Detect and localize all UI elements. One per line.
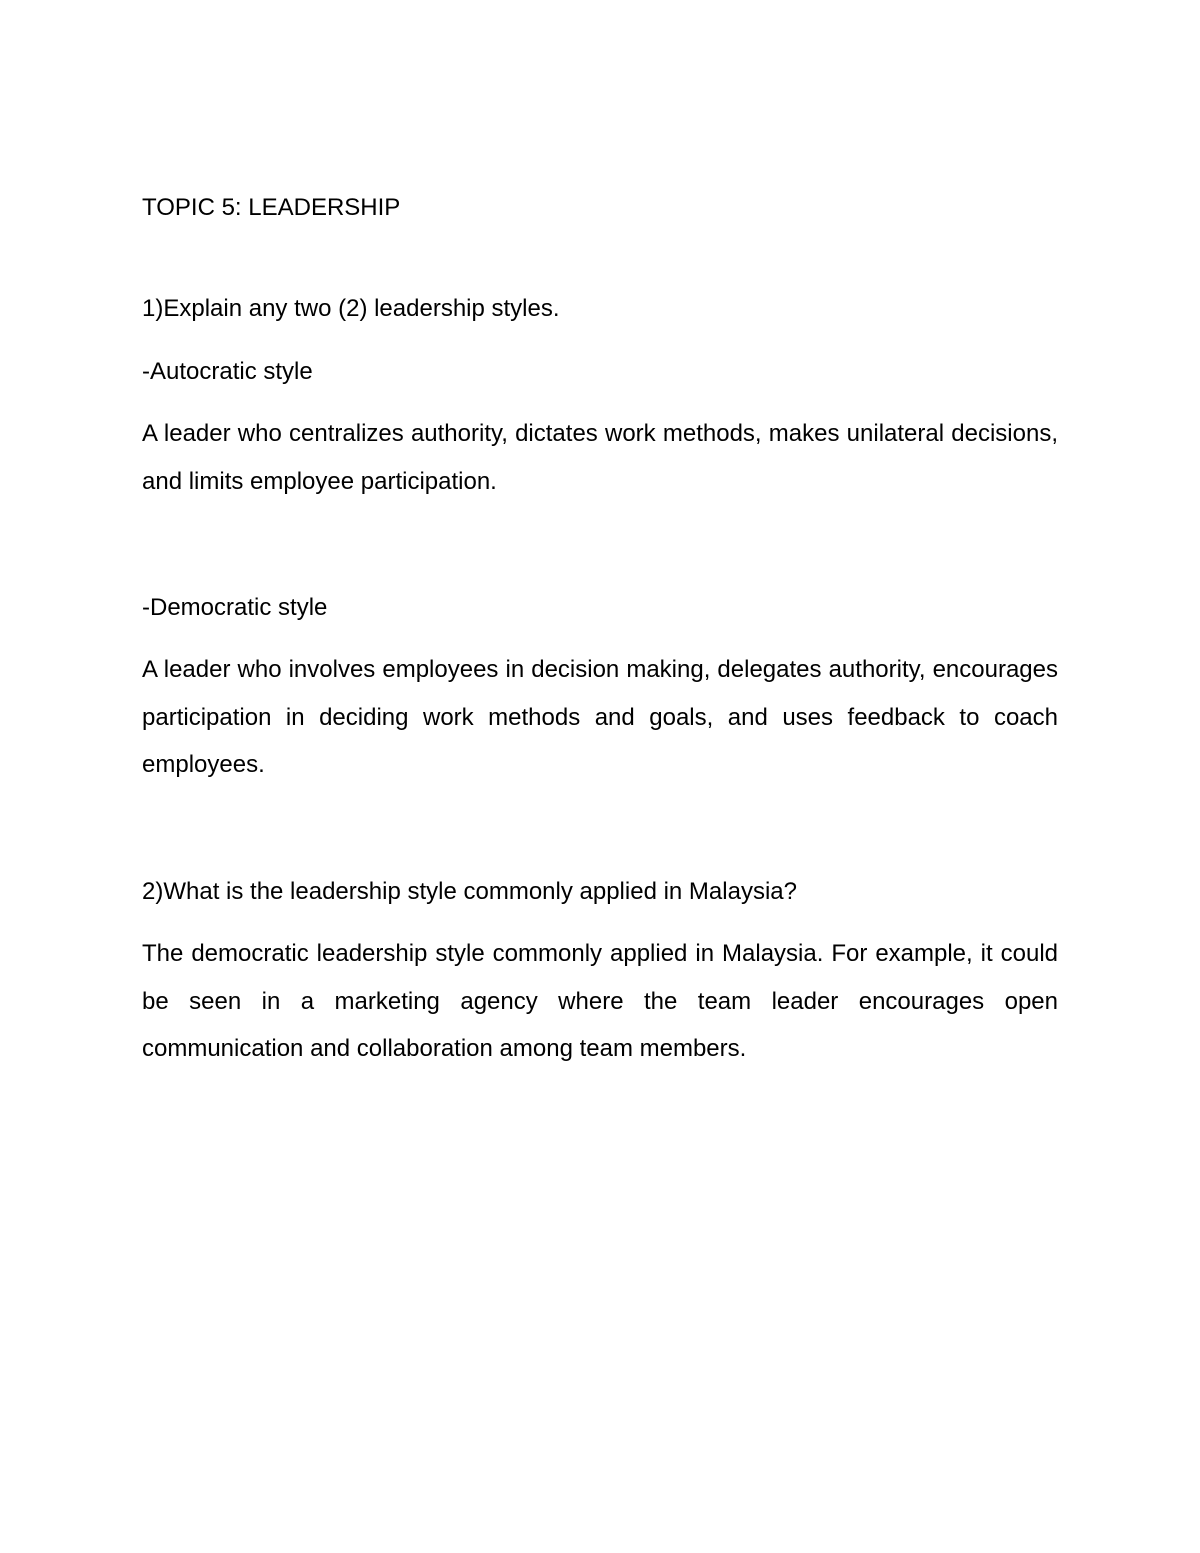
democratic-description: A leader who involves employees in decision making, delegates authority, encourages participation in deciding work methods and goals, and uses feedback to coach employees. [142, 656, 1058, 778]
question-1: 1)Explain any two (2) leadership styles. [142, 295, 560, 322]
autocratic-heading: -Autocratic style [142, 358, 313, 385]
autocratic-description: A leader who centralizes authority, dictates work methods, makes unilateral decisions, and limits employee participation. [142, 420, 1058, 495]
question-2: 2)What is the leadership style commonly applied in Malaysia? [142, 878, 797, 905]
democratic-heading: -Democratic style [142, 594, 328, 621]
answer-2: The democratic leadership style commonly applied in Malaysia. For example, it could be seen in a marketing agency where the team leader encourages open communication and collaboration among team members. [142, 940, 1058, 1062]
document-title: TOPIC 5: LEADERSHIP [142, 194, 401, 221]
